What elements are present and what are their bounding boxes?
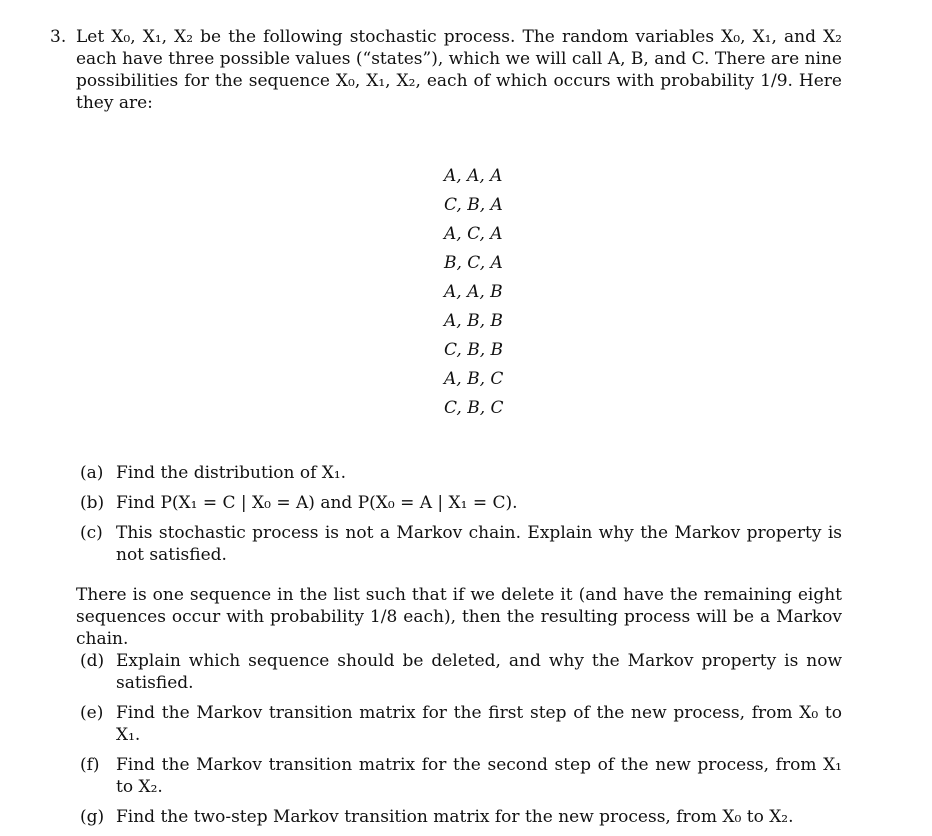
problem-number: 3. [50, 27, 67, 47]
part-g [80, 806, 842, 828]
part-a [80, 462, 842, 484]
part-label: (g) [80, 807, 105, 827]
part-label: (d) [80, 651, 105, 671]
part-text: Find the Markov transition matrix for the second step of the new process, from X₁ to X₂. [116, 755, 842, 797]
part-text: Explain which sequence should be deleted, and why the Markov property is now satisfied. [116, 651, 842, 693]
parts-list-second [80, 650, 842, 836]
problem-intro [50, 26, 842, 114]
part-text: Find P(X₁ = C | X₀ = A) and P(X₀ = A | X₁ = C). [116, 493, 518, 513]
part-f [80, 754, 842, 798]
sequence-item: A, A, A [444, 166, 503, 186]
part-e [80, 702, 842, 746]
middle-paragraph: There is one sequence in the list such that if we delete it (and have the remaining eight sequences occur with probability 1/8 each), then the resulting process will be a Markov chain. [76, 585, 842, 649]
sequence-item: A, A, B [444, 282, 503, 302]
part-label: (f) [80, 755, 100, 775]
part-label: (e) [80, 703, 104, 723]
part-label: (b) [80, 493, 105, 513]
part-text: Find the two-step Markov transition matrix for the new process, from X₀ to X₂. [116, 807, 794, 827]
part-label: (a) [80, 463, 104, 483]
sequence-item: A, B, C [444, 369, 504, 389]
part-text: Find the distribution of X₁. [116, 463, 347, 483]
intro-text: Let X₀, X₁, X₂ be the following stochastic process. The random variables X₀, X₁, and X₂ each have three possible values (“states”), which we will call A, B, and C. There are nine possibilities for the sequence X₀, X₁, X₂, each of which occurs with probability 1/9. Here they are: [76, 27, 842, 113]
sequence-item: C, B, C [444, 398, 504, 418]
part-d [80, 650, 842, 694]
part-b [80, 492, 842, 514]
sequence-item: B, C, A [444, 253, 503, 273]
parts-list-first [80, 462, 842, 574]
part-text: This stochastic process is not a Markov chain. Explain why the Markov property is not satisfied. [116, 523, 842, 565]
sequence-item: A, B, B [444, 311, 503, 331]
sequence-item: C, B, B [444, 340, 504, 360]
sequence-item: C, B, A [444, 195, 503, 215]
sequence-item: A, C, A [444, 224, 503, 244]
part-c [80, 522, 842, 566]
part-label: (c) [80, 523, 103, 543]
part-text: Find the Markov transition matrix for the first step of the new process, from X₀ to X₁. [116, 703, 842, 745]
